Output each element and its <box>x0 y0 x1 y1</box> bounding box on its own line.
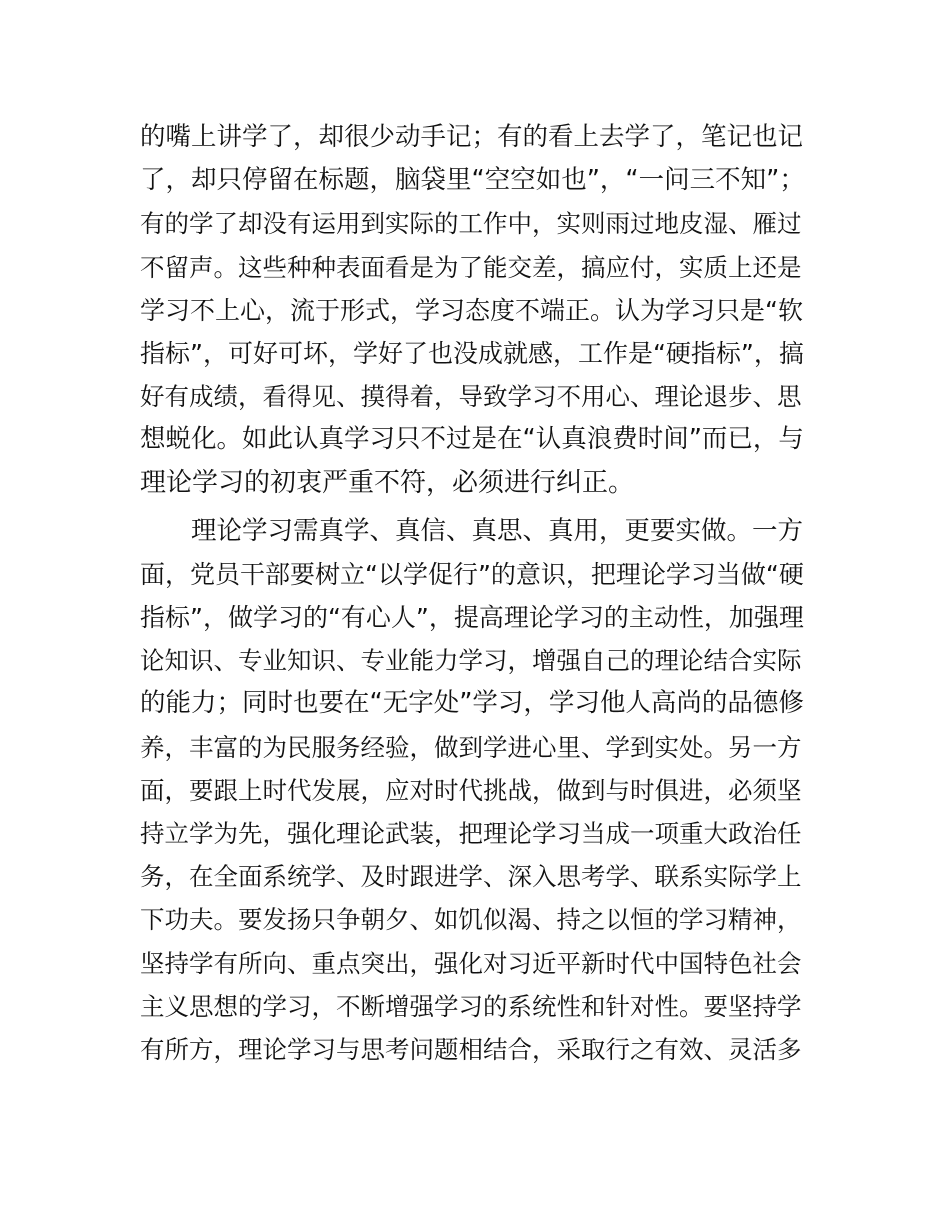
text-line: 好有成绩，看得见、摸得着，导致学习不用心、理论退步、思 <box>140 382 802 412</box>
text-line: 的能力；同时也要在“无字处”学习，学习他人高尚的品德修 <box>140 688 804 719</box>
text-line: 主义思想的学习，不断增强学习的系统性和针对性。要坚持学 <box>140 991 802 1021</box>
text-line: 下功夫。要发扬只争朝夕、如饥似渴、持之以恒的学习精神， <box>140 905 802 935</box>
text-line: 了，却只停留在标题，脑袋里“空空如也”，“一问三不知”； <box>140 165 805 196</box>
text-line: 的嘴上讲学了，却很少动手记；有的看上去学了，笔记也记 <box>140 122 804 152</box>
text-line: 面，党员干部要树立“以学促行”的意识，把理论学习当做“硬 <box>140 559 804 589</box>
text-line: 养，丰富的为民服务经验，做到学进心里、学到实处。另一方 <box>140 732 802 762</box>
text-line: 坚持学有所向、重点突出，强化对习近平新时代中国特色社会 <box>140 948 802 978</box>
text-line: 论知识、专业知识、专业能力学习，增强自己的理论结合实际 <box>140 646 802 676</box>
text-line: 不留声。这些种种表面看是为了能交差，搞应付，实质上还是 <box>140 252 802 282</box>
body-text <box>140 116 812 1071</box>
text-line: 指标”，可好可坏，学好了也没成就感，工作是“硬指标”，搞 <box>140 338 804 368</box>
text-line: 持立学为先，强化理论武装，把理论学习当成一项重大政治任 <box>140 819 802 848</box>
text-line: 理论学习的初衷严重不符，必须进行纠正。 <box>140 467 635 498</box>
paragraph-1 <box>140 116 812 505</box>
text-line: 学习不上心，流于形式，学习态度不端正。认为学习只是“软 <box>140 295 803 325</box>
text-line: 务，在全面系统学、及时跟进学、深入思考学、联系实际学上 <box>140 862 802 892</box>
paragraph-2 <box>140 510 812 1071</box>
text-line: 想蜕化。如此认真学习只不过是在“认真浪费时间”而已，与 <box>140 424 804 455</box>
text-line: 有的学了却没有运用到实际的工作中，实则雨过地皮湿、雁过 <box>140 209 802 239</box>
text-line: 指标”，做学习的“有心人”，提高理论学习的主动性，加强理 <box>140 603 804 633</box>
text-line: 有所方，理论学习与思考问题相结合，采取行之有效、灵活多 <box>140 1034 802 1064</box>
text-line: 理论学习需真学、真信、真思、真用，更要实做。一方 <box>140 515 804 546</box>
text-line: 面，要跟上时代发展，应对时代挑战，做到与时俱进，必须坚 <box>140 775 802 805</box>
